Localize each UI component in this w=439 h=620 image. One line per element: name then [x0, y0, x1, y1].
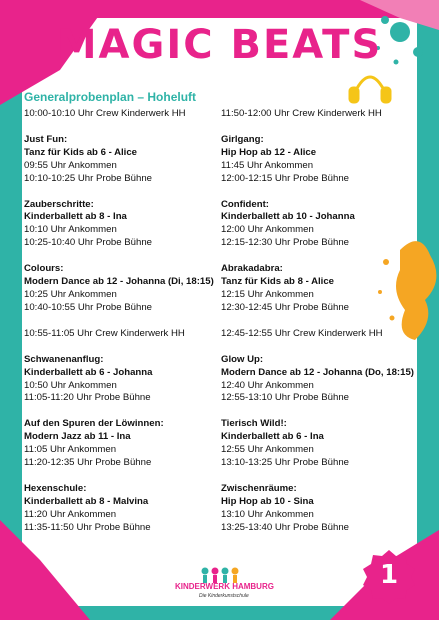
- schedule-block: Abrakadabra: Tanz für Kids ab 8 - Alice 12:15 Uhr Ankommen 12:30-12:45 Uhr Probe Bühne: [221, 263, 350, 313]
- schedule-block: Girlgang: Hip Hop ab 12 - Alice 11:45 Uhr Ankommen 12:00-12:15 Uhr Probe Bühne: [221, 133, 350, 184]
- kinderwerk-logo: [175, 566, 274, 606]
- page-number: 1: [379, 560, 399, 590]
- schedule-block: Confident: Kinderballett ab 10 - Johanna 12:00 Uhr Ankommen 12:15-12:30 Uhr Probe Bühne: [221, 198, 355, 249]
- schedule-block: 10:55-11:05 Uhr Crew Kinderwerk HH: [24, 327, 185, 339]
- schedule-block: Colours: Modern Dance ab 12 - Johanna (Di, 18:15) 10:25 Uhr Ankommen 10:40-10:55 Uhr Probe Bühne: [24, 263, 214, 313]
- schedule-block: Tierisch Wild!: Kinderballett ab 6 - Ina 12:55 Uhr Ankommen 13:10-13:25 Uhr Probe Bühne: [221, 418, 350, 469]
- schedule-block: 11:50-12:00 Uhr Crew Kinderwerk HH: [221, 108, 382, 119]
- schedule-block: 12:45-12:55 Uhr Crew Kinderwerk HH: [221, 327, 383, 339]
- schedule-column-right: [221, 108, 421, 535]
- schedule-block: Glow Up: Modern Dance ab 12 - Johanna (Do, 18:15) 12:40 Uhr Ankommen 12:55-13:10 Uhr Probe Bühne: [221, 353, 414, 404]
- schedule-block: 10:00-10:10 Uhr Crew Kinderwerk HH: [24, 108, 186, 119]
- page-subtitle: Generalprobenplan – Hoheluft: [24, 90, 197, 104]
- page-title: MAGIC BEATS: [56, 22, 383, 68]
- headphones-icon: [350, 77, 390, 102]
- schedule-column-left: [24, 108, 224, 535]
- logo-tagline: Die Kinderkunstschule: [199, 593, 249, 599]
- schedule-block: Just Fun: Tanz für Kids ab 6 - Alice 09:55 Uhr Ankommen 10:10-10:25 Uhr Probe Bühne: [24, 133, 153, 184]
- schedule-block: Schwanenanflug: Kinderballett ab 6 - Johanna 10:50 Uhr Ankommen 11:05-11:20 Uhr Probe Bühne: [24, 353, 153, 404]
- logo-brand: KINDERWERK HAMBURG: [175, 582, 274, 591]
- schedule-block: Hexenschule: Kinderballett ab 8 - Malvina 11:20 Uhr Ankommen 11:35-11:50 Uhr Probe Bühne: [24, 482, 151, 533]
- page-number-badge: [364, 552, 414, 602]
- schedule-block: Auf den Spuren der Löwinnen: Modern Jazz ab 11 - Ina 11:05 Uhr Ankommen 11:20-12:35 Uhr Probe Bühne: [24, 418, 164, 469]
- schedule-block: Zwischenräume: Hip Hop ab 10 - Sina 13:10 Uhr Ankommen 13:25-13:40 Uhr Probe Bühne: [221, 482, 350, 533]
- schedule-block: Zauberschritte: Kinderballett ab 8 - Ina 10:10 Uhr Ankommen 10:25-10:40 Uhr Probe Bühne: [24, 198, 153, 249]
